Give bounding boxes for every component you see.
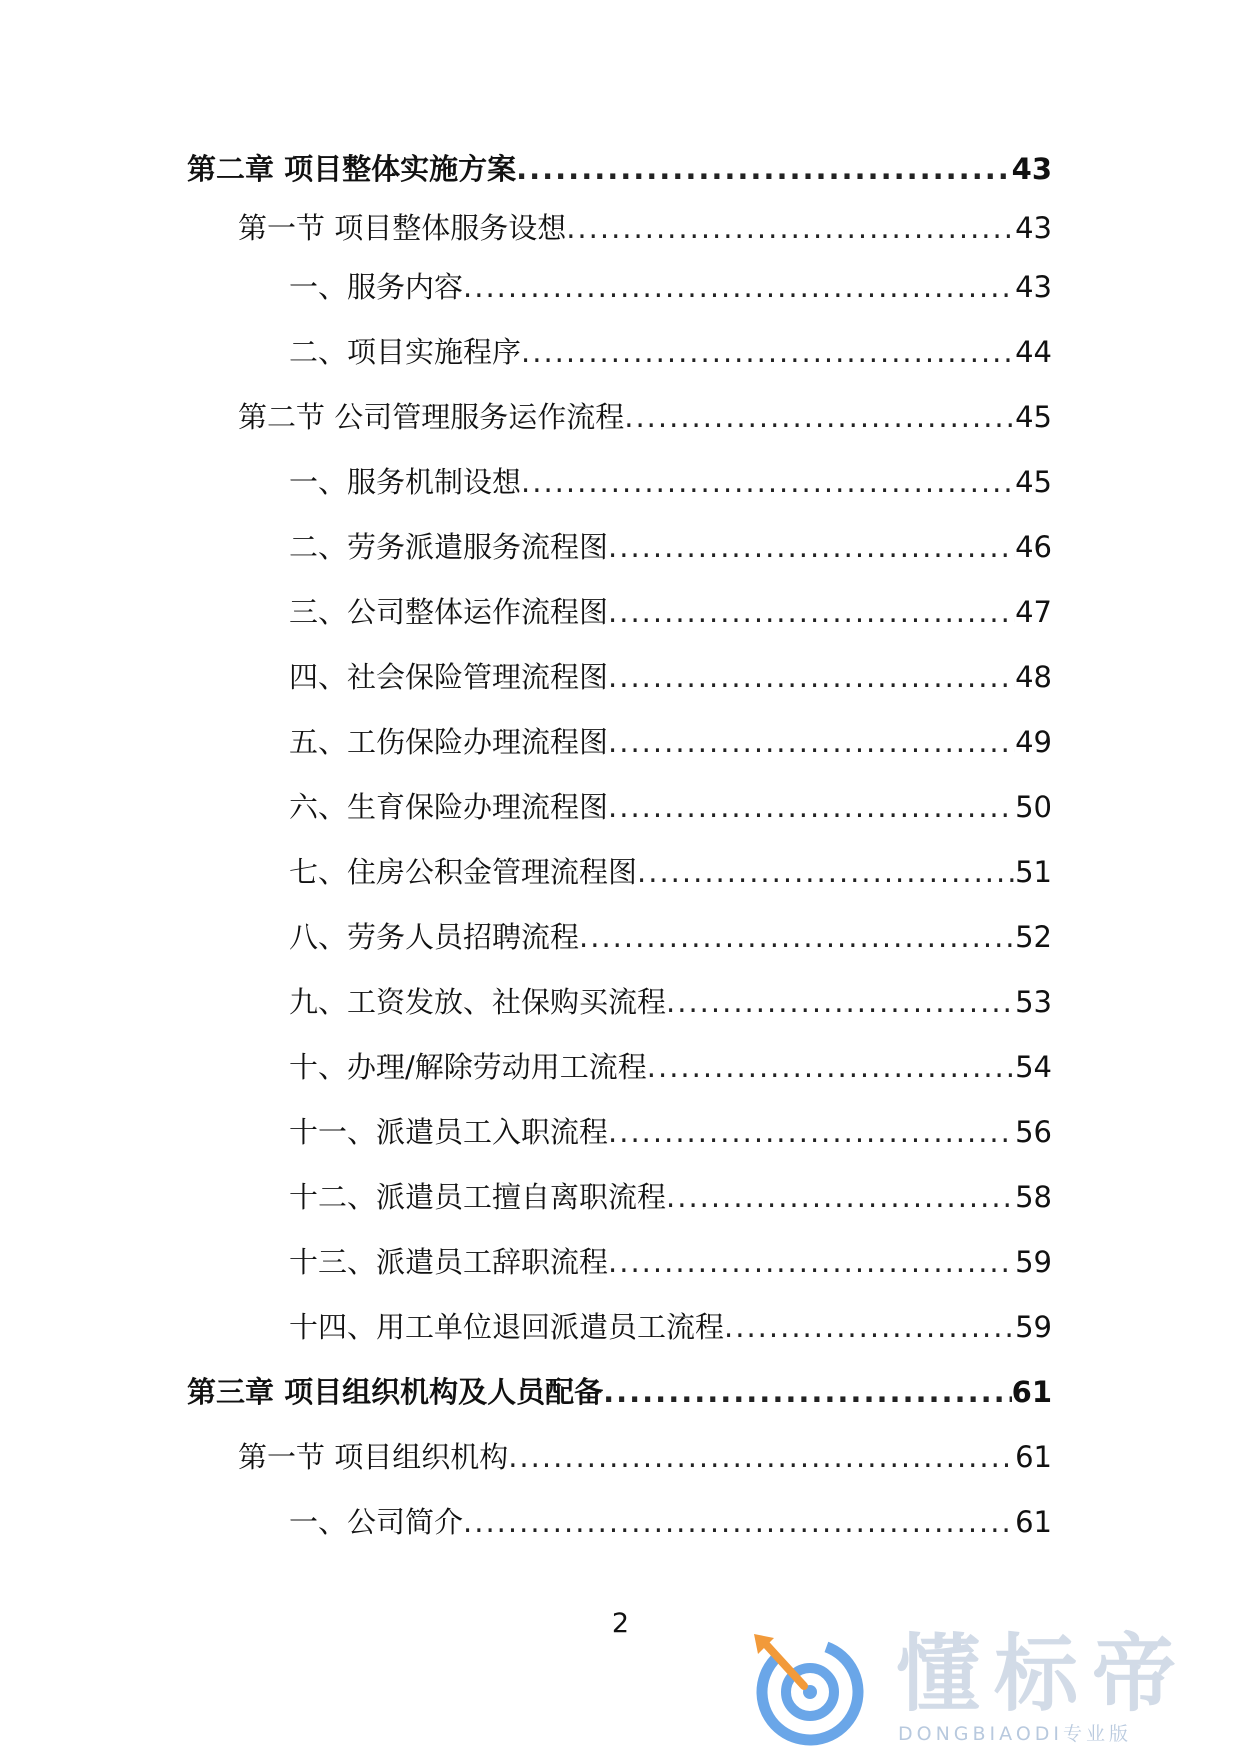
toc-entry-title: 一、公司简介 (289, 1505, 464, 1539)
toc-entry-page: 47 (1015, 595, 1052, 629)
toc-entry-title: 一、服务内容 (289, 270, 464, 304)
toc-entry-title: 十四、用工单位退回派遣员工流程 (289, 1310, 725, 1344)
toc-dot-leader (666, 1177, 1015, 1217)
toc-dot-leader (608, 722, 1015, 762)
toc-dot-leader (647, 1047, 1015, 1087)
toc-entry-item[interactable] (289, 657, 1052, 697)
target-arrow-icon (748, 1630, 866, 1748)
toc-entry-item[interactable] (289, 982, 1052, 1022)
toc-entry-page: 43 (1015, 211, 1052, 245)
toc-dot-leader (666, 982, 1015, 1022)
toc-entry-item[interactable] (289, 462, 1052, 502)
toc-entry-page: 59 (1015, 1310, 1052, 1344)
toc-entry-chapter[interactable] (187, 1372, 1052, 1412)
watermark-brand: 懂标帝 (896, 1625, 1191, 1723)
toc-entry-item[interactable] (289, 332, 1052, 372)
toc-dot-leader (566, 208, 1015, 248)
toc-dot-leader (516, 149, 1012, 189)
page-number: 2 (611, 1608, 630, 1639)
toc-entry-title: 八、劳务人员招聘流程 (289, 920, 580, 954)
watermark-subtitle: DONGBIAODI专业版 (898, 1723, 1133, 1745)
toc-entry-page: 49 (1015, 725, 1052, 759)
toc-dot-leader (463, 267, 1015, 307)
toc-entry-item[interactable] (289, 527, 1052, 567)
toc-entry-page: 59 (1015, 1245, 1052, 1279)
toc-entry-title: 一、服务机制设想 (289, 465, 522, 499)
toc-entry-title: 第三章 项目组织机构及人员配备 (187, 1375, 604, 1409)
toc-entry-item[interactable] (289, 592, 1052, 632)
toc-entry-title: 第二章 项目整体实施方案 (187, 152, 517, 186)
toc-entry-item[interactable] (289, 1502, 1052, 1542)
toc-entry-title: 十一、派遣员工入职流程 (289, 1115, 609, 1149)
toc-entry-page: 61 (1011, 1375, 1052, 1409)
toc-entry-item[interactable] (289, 852, 1052, 892)
toc-entry-title: 十、办理/解除劳动用工流程 (289, 1050, 647, 1084)
toc-entry-page: 61 (1015, 1440, 1052, 1474)
toc-entry-item[interactable] (289, 1112, 1052, 1152)
toc-entry-title: 十三、派遣员工辞职流程 (289, 1245, 609, 1279)
toc-entry-title: 七、住房公积金管理流程图 (289, 855, 638, 889)
toc-dot-leader (637, 852, 1015, 892)
toc-entry-item[interactable] (289, 1242, 1052, 1282)
toc-entry-title: 二、项目实施程序 (289, 335, 522, 369)
toc-entry-page: 48 (1015, 660, 1052, 694)
toc-entry-title: 九、工资发放、社保购买流程 (289, 985, 667, 1019)
toc-entry-item[interactable] (289, 787, 1052, 827)
toc-entry-item[interactable] (289, 1177, 1052, 1217)
toc-dot-leader (579, 917, 1015, 957)
toc-entry-page: 58 (1015, 1180, 1052, 1214)
toc-entry-page: 43 (1011, 152, 1052, 186)
toc-entry-page: 46 (1015, 530, 1052, 564)
toc-dot-leader (608, 657, 1015, 697)
toc-dot-leader (608, 527, 1015, 567)
toc-entry-section[interactable] (238, 1437, 1052, 1477)
toc-entry-page: 45 (1015, 465, 1052, 499)
toc-dot-leader (463, 1502, 1015, 1542)
toc-entry-title: 五、工伤保险办理流程图 (289, 725, 609, 759)
toc-entry-title: 四、社会保险管理流程图 (289, 660, 609, 694)
toc-entry-section[interactable] (238, 397, 1052, 437)
toc-entry-page: 44 (1015, 335, 1052, 369)
toc-entry-item[interactable] (289, 722, 1052, 762)
toc-entry-page: 43 (1015, 270, 1052, 304)
toc-dot-leader (603, 1372, 1012, 1412)
toc-entry-section[interactable] (238, 208, 1052, 248)
toc-dot-leader (521, 332, 1015, 372)
toc-entry-item[interactable] (289, 1047, 1052, 1087)
toc-dot-leader (608, 787, 1015, 827)
toc-entry-item[interactable] (289, 917, 1052, 957)
toc-entry-chapter[interactable] (187, 149, 1052, 189)
toc-dot-leader (724, 1307, 1015, 1347)
toc-entry-item[interactable] (289, 267, 1052, 307)
toc-entry-title: 十二、派遣员工擅自离职流程 (289, 1180, 667, 1214)
toc-entry-page: 50 (1015, 790, 1052, 824)
toc-entry-page: 54 (1015, 1050, 1052, 1084)
toc-dot-leader (508, 1437, 1015, 1477)
toc-entry-page: 56 (1015, 1115, 1052, 1149)
toc-dot-leader (608, 1242, 1015, 1282)
toc-entry-title: 六、生育保险办理流程图 (289, 790, 609, 824)
toc-entry-page: 53 (1015, 985, 1052, 1019)
toc-entry-page: 51 (1015, 855, 1052, 889)
toc-entry-title: 第一节 项目整体服务设想 (238, 211, 567, 245)
toc-dot-leader (608, 592, 1015, 632)
toc-entry-title: 二、劳务派遣服务流程图 (289, 530, 609, 564)
toc-entry-page: 52 (1015, 920, 1052, 954)
toc-entry-page: 45 (1015, 400, 1052, 434)
toc-entry-title: 第二节 公司管理服务运作流程 (238, 400, 625, 434)
toc-entry-item[interactable] (289, 1307, 1052, 1347)
toc-dot-leader (624, 397, 1015, 437)
toc-dot-leader (608, 1112, 1015, 1152)
toc-dot-leader (521, 462, 1015, 502)
toc-entry-title: 第一节 项目组织机构 (238, 1440, 509, 1474)
watermark (748, 1626, 1228, 1750)
toc-entry-title: 三、公司整体运作流程图 (289, 595, 609, 629)
toc-entry-page: 61 (1015, 1505, 1052, 1539)
